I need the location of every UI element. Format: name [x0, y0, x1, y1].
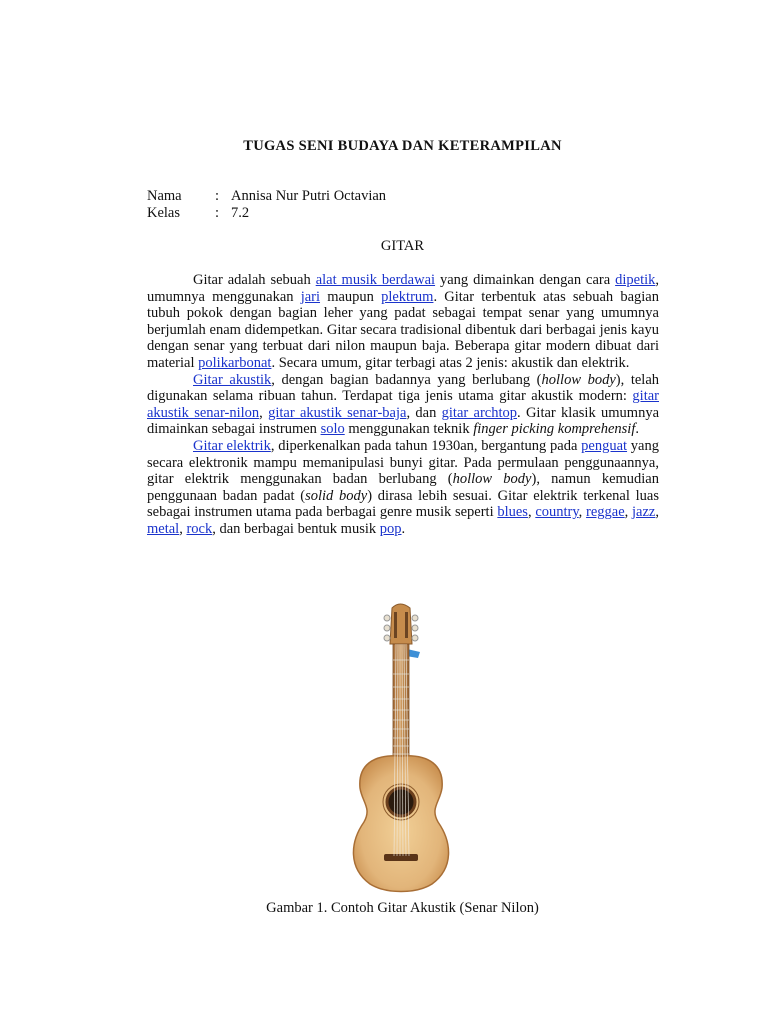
text-run: . — [401, 520, 406, 537]
text-run: , — [259, 404, 269, 421]
identity-value: Annisa Nur Putri Octavian — [231, 188, 387, 204]
text-run: ), namun kemudian penggunaan badan padat ( — [147, 471, 659, 504]
italic-run: solid body — [305, 487, 368, 504]
link-plektrum[interactable]: plektrum — [381, 288, 434, 305]
text-run: , — [527, 504, 536, 521]
italic-run: hollow body — [452, 471, 532, 488]
paragraph-electric — [147, 438, 659, 538]
link-penguat[interactable]: penguat — [581, 437, 628, 454]
link-jari[interactable]: jari — [300, 288, 321, 305]
link-pop[interactable]: pop — [379, 520, 402, 537]
identity-colon: : — [215, 205, 220, 221]
text-run: yang dimainkan dengan cara — [435, 272, 616, 288]
body-text — [147, 272, 659, 538]
link-gitar-akustik[interactable]: Gitar akustik — [193, 371, 272, 388]
link-rock[interactable]: rock — [186, 520, 213, 537]
link-gitar-archtop[interactable]: gitar archtop — [441, 404, 518, 421]
link-gitar-akustik-senar-baja[interactable]: gitar akustik senar-baja — [268, 404, 407, 421]
text-run: Gitar adalah sebuah — [193, 272, 316, 288]
italic-run: finger picking komprehensif — [473, 421, 636, 438]
link-jazz[interactable]: jazz — [632, 504, 656, 521]
text-run: , — [179, 520, 187, 537]
link-dipetik[interactable]: dipetik — [615, 272, 656, 288]
text-run: . Gitar klasik umumnya dimainkan sebagai instrumen — [147, 404, 659, 438]
link-country[interactable]: country — [535, 504, 579, 521]
text-run: . Secara umum, gitar terbagi atas 2 jenis: akustik dan elektrik. — [271, 354, 630, 371]
text-run: menggunakan teknik — [344, 421, 474, 438]
identity-value: 7.2 — [231, 205, 250, 221]
link-metal[interactable]: metal — [147, 520, 180, 537]
link-reggae[interactable]: reggae — [586, 504, 625, 521]
link-alat-musik-berdawai[interactable]: alat musik berdawai — [315, 272, 436, 288]
text-run: , — [655, 504, 659, 521]
section-heading: GITAR — [380, 238, 425, 254]
link-blues[interactable]: blues — [497, 504, 528, 521]
text-run: . — [635, 421, 639, 438]
identity-row-name — [147, 188, 386, 205]
link-polikarbonat[interactable]: polikarbonat — [198, 354, 272, 371]
acoustic-guitar-icon — [320, 596, 490, 896]
text-run: , — [578, 504, 587, 521]
text-run: ), telah digunakan selama ribuan tahun. Terdapat tiga jenis utama gitar akustik modern: — [147, 371, 660, 405]
text-run: ) dirasa lebih sesuai. Gitar elektrik terkenal luas sebagai instrumen utama pada berbagai genre musik seperti — [147, 487, 659, 521]
text-run: , dan — [406, 404, 442, 421]
text-run: , umumnya menggunakan — [147, 272, 660, 305]
paragraph-intro — [147, 272, 659, 372]
text-run: , — [624, 504, 633, 521]
link-gitar-elektrik[interactable]: Gitar elektrik — [193, 437, 271, 454]
figure-caption: Gambar 1. Contoh Gitar Akustik (Senar Nilon) — [266, 900, 539, 916]
link-solo[interactable]: solo — [320, 421, 345, 438]
link-gitar-akustik-senar-nilon[interactable]: gitar akustik senar-nilon — [147, 388, 659, 421]
text-run: , dengan bagian badannya yang berlubang ( — [271, 371, 542, 388]
identity-row-class — [147, 205, 249, 222]
document-title: TUGAS SENI BUDAYA DAN KETERAMPILAN — [243, 138, 562, 154]
identity-label: Nama — [147, 188, 182, 204]
guitar-illustration — [320, 596, 490, 896]
text-run: , dan berbagai bentuk musik — [212, 520, 380, 537]
text-run: maupun — [320, 288, 382, 305]
identity-colon: : — [215, 188, 220, 204]
italic-run: hollow body — [541, 371, 616, 388]
paragraph-acoustic — [147, 372, 659, 438]
identity-label: Kelas — [147, 205, 181, 221]
text-run: , diperkenalkan pada tahun 1930an, bergantung pada — [270, 437, 582, 454]
text-run: . Gitar terbentuk atas sebuah bagian tubuh pokok dengan bagian leher yang padat sebagai tempat senar yang umumnya berjumlah enam didempetkan. Gitar secara tradisional dibentuk dari berbagai jenis kayu dengan senar yang terbuat dari nilon maupun baja. Beberapa gitar modern dibuat dari material — [147, 288, 659, 371]
text-run: yang secara elektronik mampu memanipulasi bunyi gitar. Pada permulaan penggunaannya, gitar elektrik menggunakan badan berlubang ( — [147, 437, 659, 488]
